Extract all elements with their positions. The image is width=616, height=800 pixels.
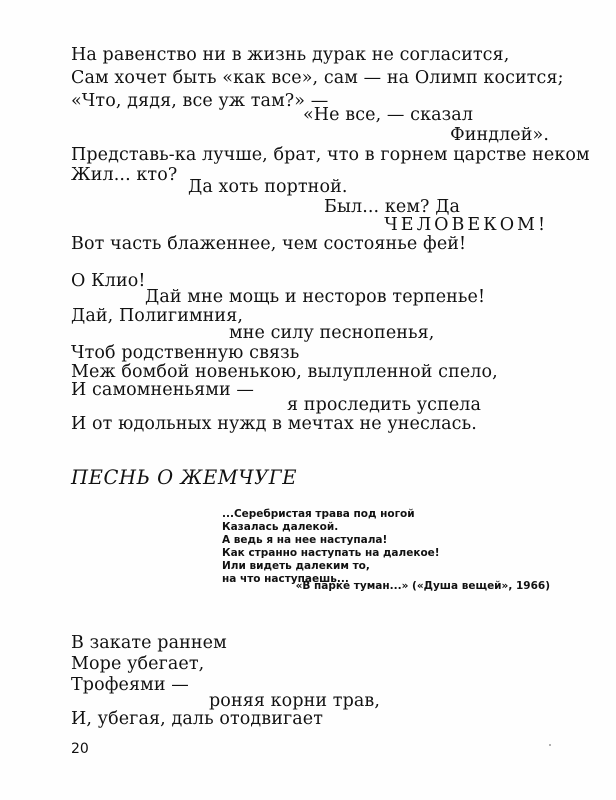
poem-line: Представь-ка лучше, брат, что в горнем царстве неком xyxy=(71,145,590,165)
poem-line: На равенство ни в жизнь дурак не согласится, xyxy=(71,45,510,65)
poem-line: мне силу песнопенья, xyxy=(229,323,435,343)
print-speck xyxy=(549,744,551,746)
epigraph-line: Или видеть далеким то, xyxy=(222,560,370,572)
poem-line: В закате раннем xyxy=(71,633,227,653)
poem-line: Сам хочет быть «как все», сам — на Олимп косится; xyxy=(71,68,564,88)
poem-line: И, убегая, даль отодвигает xyxy=(71,709,324,729)
poem-line: О Клио! xyxy=(71,271,146,291)
epigraph-source: «В парке туман...» («Душа вещей», 1966) xyxy=(295,580,550,592)
poem-line: И самомненьями — xyxy=(71,380,255,400)
poem-line: Меж бомбой новенькою, вылупленной спело, xyxy=(71,362,498,382)
poem-line: Трофеями — xyxy=(71,675,189,695)
poem-line: «Не все, — сказал xyxy=(303,105,474,125)
poem-line: Дай мне мощь и несторов терпенье! xyxy=(145,287,486,307)
poem-line: Жил... кто? xyxy=(71,165,178,185)
epigraph-line: на что наступаешь... xyxy=(222,573,349,585)
poem-line: Дай, Полигимния, xyxy=(71,306,244,326)
poem-line: «Что, дядя, все уж там?» — xyxy=(71,91,329,111)
poem-line: я проследить успела xyxy=(287,395,482,415)
epigraph-line: Как странно наступать на далекое! xyxy=(222,547,440,559)
epigraph-line: ...Серебристая трава под ногой xyxy=(222,508,415,520)
poem-line: Море убегает, xyxy=(71,654,205,674)
poem-line: Чтоб родственную связь xyxy=(71,343,300,363)
section-title: ПЕСНЬ О ЖЕМЧУГЕ xyxy=(71,466,298,489)
poem-line: Да хоть портной. xyxy=(188,177,348,197)
epigraph-line: А ведь я на нее наступала! xyxy=(222,534,388,546)
poem-line: Был... кем? Да xyxy=(324,197,461,217)
poem-line: роняя корни трав, xyxy=(209,691,381,711)
page-number: 20 xyxy=(71,741,89,757)
poem-line: Вот часть блаженнее, чем состоянье фей! xyxy=(71,234,467,254)
poem-line-emphasis: ЧЕЛОВЕКОМ! xyxy=(384,215,548,235)
poem-line: И от юдольных нужд в мечтах не унеслась. xyxy=(71,414,477,434)
epigraph-line: Казалась далекой. xyxy=(222,521,339,533)
poem-line: Финдлей». xyxy=(450,125,549,145)
